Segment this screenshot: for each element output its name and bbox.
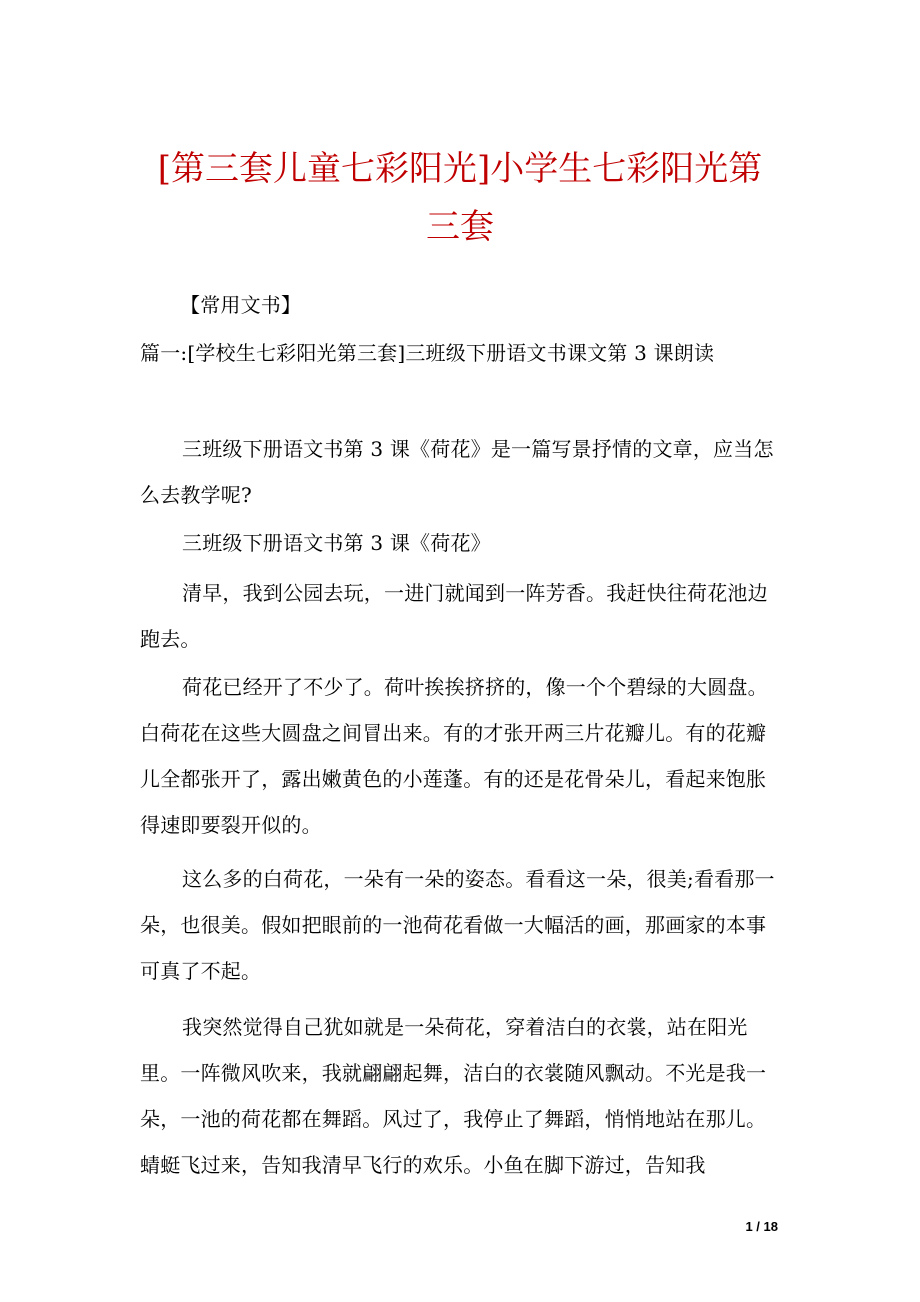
- title-line-1: [第三套儿童七彩阳光]小学生七彩阳光第: [157, 149, 763, 189]
- title-line-2: 三套: [426, 207, 494, 247]
- paragraph: 荷花已经开了不少了。荷叶挨挨挤挤的，像一个个碧绿的大圆盘。白荷花在这些大圆盘之间冒出来。有的才张开两三片花瓣儿。有的花瓣儿全都张开了，露出嫩黄色的小莲蓬。有的还是花骨朵儿，看起来饱胀得速即要裂开似的。: [140, 675, 768, 837]
- chapter-heading: 篇一:[学校生七彩阳光第三套]三班级下册语文书课文第 3 课朗读: [140, 341, 715, 365]
- paragraph: 三班级下册语文书第 3 课《荷花》是一篇写景抒情的文章，应当怎么去教学呢?: [140, 437, 774, 507]
- paragraph: 清早，我到公园去玩，一进门就闻到一阵芳香。我赶快往荷花池边跑去。: [140, 581, 768, 651]
- page-number: 1 / 18: [745, 1219, 778, 1234]
- paragraph: 这么多的白荷花，一朵有一朵的姿态。看看这一朵，很美;看看那一朵，也很美。假如把眼前的一池荷花看做一大幅活的画，那画家的本事可真了不起。: [140, 867, 775, 983]
- category-tag: 【常用文书】: [180, 293, 302, 317]
- document-title: [120, 140, 800, 256]
- paragraph: 我突然觉得自己犹如就是一朵荷花，穿着洁白的衣裳，站在阳光里。一阵微风吹来，我就翩翩起舞，洁白的衣裳随风飘动。不光是我一朵，一池的荷花都在舞蹈。风过了，我停止了舞蹈，悄悄地站在那儿。蜻蜓飞过来，告知我清早飞行的欢乐。小鱼在脚下游过，告知我: [140, 1015, 767, 1177]
- paragraph: 三班级下册语文书第 3 课《荷花》: [182, 531, 491, 555]
